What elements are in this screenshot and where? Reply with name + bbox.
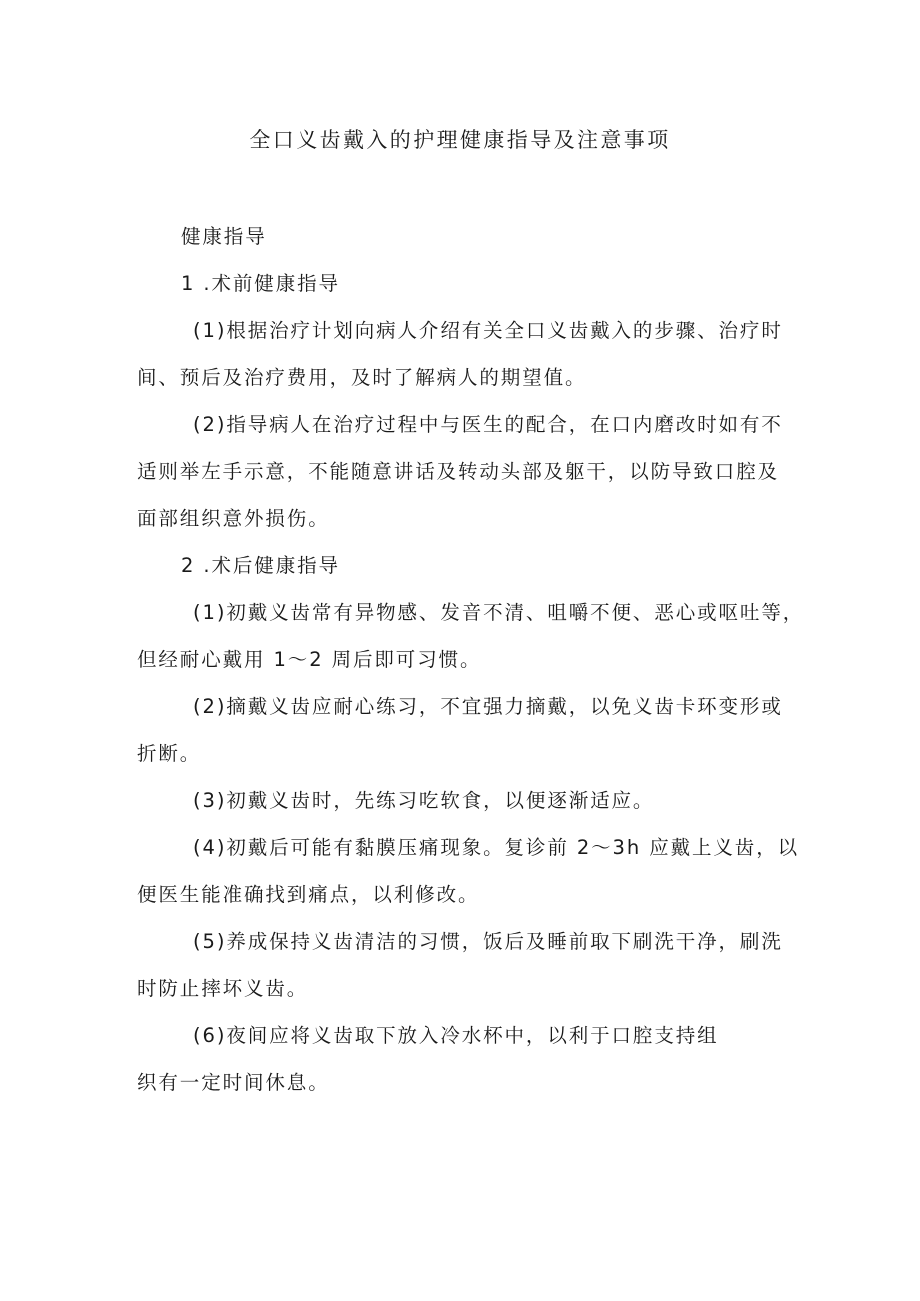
text-line: 面部组织意外损伤。: [137, 507, 330, 530]
text-line: (3)初戴义齿时，先练习吃软食，以便逐渐适应。: [193, 789, 655, 812]
text-line: (1)初戴义齿常有异物感、发音不清、咀嚼不便、恶心或呕吐等，: [193, 601, 805, 624]
text-line: 适则举左手示意，不能随意讲话及转动头部及躯干，以防导致口腔及: [137, 460, 780, 483]
paragraph-postop-4: [137, 824, 799, 918]
text-line: 健康指导: [181, 225, 267, 248]
text-line: 2 .术后健康指导: [181, 554, 340, 577]
text-line: 间、预后及治疗费用，及时了解病人的期望值。: [137, 366, 587, 389]
text-line: 1 .术前健康指导: [181, 272, 340, 295]
text-line: (1)根据治疗计划向病人介绍有关全口义齿戴入的步骤、治疗时: [193, 319, 783, 342]
section-heading-preop: [137, 260, 792, 307]
text-line: 便医生能准确找到痛点，以利修改。: [137, 883, 480, 906]
text-line: (6)夜间应将义齿取下放入冷水杯中，以利于口腔支持组: [193, 1024, 719, 1047]
document-title: 全口义齿戴入的护理健康指导及注意事项: [249, 128, 671, 152]
paragraph-postop-3: [137, 777, 792, 824]
section-heading-health-guidance: [137, 213, 792, 260]
paragraph-postop-2: [137, 683, 792, 777]
paragraph-preop-1: [137, 307, 792, 401]
text-line: 时防止摔坏义齿。: [137, 977, 309, 1000]
paragraph-postop-6: [137, 1012, 792, 1106]
paragraph-preop-2: [137, 401, 792, 542]
document-body: [137, 213, 805, 1106]
text-line: (4)初戴后可能有黏膜压痛现象。复诊前 2～3h 应戴上义齿，以: [193, 836, 799, 859]
text-line: (2)摘戴义齿应耐心练习，不宜强力摘戴，以免义齿卡环变形或: [193, 695, 783, 718]
text-line: 但经耐心戴用 1～2 周后即可习惯。: [137, 648, 482, 671]
paragraph-postop-1: [137, 589, 805, 683]
text-line: 折断。: [137, 742, 202, 765]
text-line: 织有一定时间休息。: [137, 1071, 330, 1094]
section-heading-postop: [137, 542, 792, 589]
text-line: (5)养成保持义齿清洁的习惯，饭后及睡前取下刷洗干净，刷洗: [193, 930, 783, 953]
text-line: (2)指导病人在治疗过程中与医生的配合，在口内磨改时如有不: [193, 413, 783, 436]
paragraph-postop-5: [137, 918, 792, 1012]
